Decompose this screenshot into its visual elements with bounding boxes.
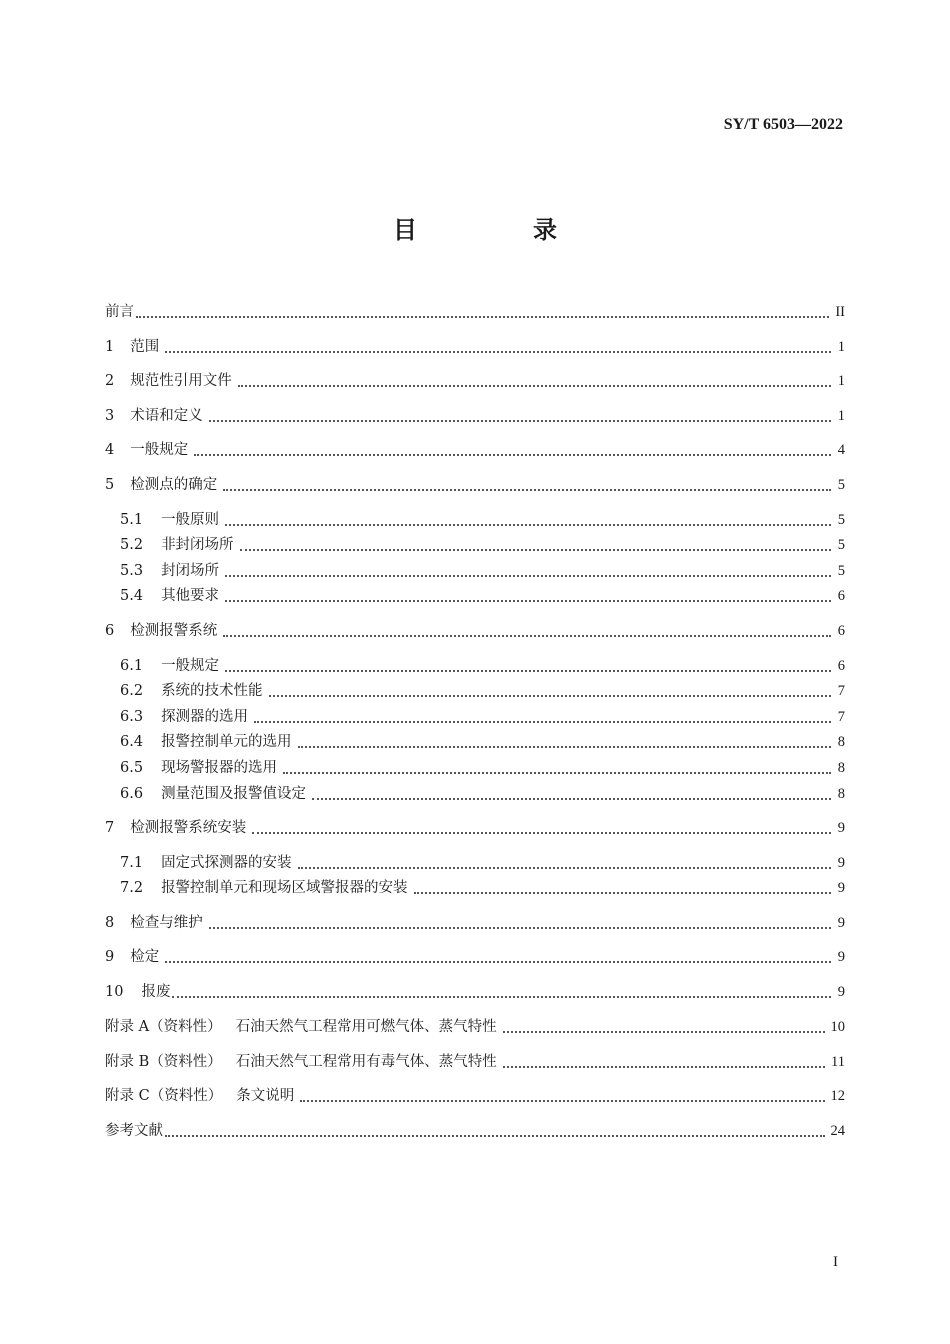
toc-entry-page: 11 xyxy=(831,1054,845,1070)
toc-subentry[interactable] xyxy=(120,756,845,780)
toc-entry-number: 8 xyxy=(105,915,115,931)
toc-entry-number: 6 xyxy=(105,623,115,639)
toc-entry-number: 6.1 xyxy=(120,658,144,674)
leader-dots xyxy=(238,384,831,387)
leader-dots xyxy=(414,891,831,894)
toc-entry-page: 5 xyxy=(837,537,845,553)
leader-dots xyxy=(223,488,831,491)
leader-dots xyxy=(225,574,831,577)
leader-dots xyxy=(223,634,831,637)
toc-entry-page: 6 xyxy=(837,658,845,674)
toc-entry-number: 5.1 xyxy=(120,512,144,528)
toc-entry-page: 12 xyxy=(830,1088,845,1104)
toc-entry-page: 9 xyxy=(837,915,845,931)
toc-entry-appendix-c[interactable] xyxy=(105,1084,845,1108)
leader-dots xyxy=(283,771,831,774)
toc-entry-label: 条文说明 xyxy=(236,1088,295,1104)
toc-entry-label: 术语和定义 xyxy=(130,408,203,424)
toc-entry-page: 8 xyxy=(837,760,845,776)
leader-dots xyxy=(225,523,831,526)
toc-subentry[interactable] xyxy=(120,705,845,729)
toc-entry-references[interactable] xyxy=(105,1119,845,1143)
toc-entry-number: 5.3 xyxy=(120,563,144,579)
toc-entry-label: 测量范围及报警值设定 xyxy=(161,786,307,802)
toc-entry-number: 6.4 xyxy=(120,734,144,750)
toc-entry-label: 一般原则 xyxy=(161,512,220,528)
leader-dots xyxy=(194,453,831,456)
toc-entry-page: 7 xyxy=(837,683,845,699)
toc-entry-number: 7.1 xyxy=(120,855,144,871)
standard-code: SY/T 6503—2022 xyxy=(723,116,843,133)
toc-entry-label: 检定 xyxy=(130,949,160,965)
toc-entry[interactable] xyxy=(105,438,845,462)
toc-entry-page: 8 xyxy=(837,734,845,750)
leader-dots xyxy=(209,419,831,422)
leader-dots xyxy=(165,1134,825,1137)
toc-entry[interactable] xyxy=(105,473,845,497)
toc-entry-label: 检测报警系统 xyxy=(130,623,218,639)
leader-dots xyxy=(225,669,831,672)
toc-entry-page: 24 xyxy=(830,1123,845,1139)
leader-dots xyxy=(503,1030,825,1033)
toc-entry-page: 1 xyxy=(837,339,845,355)
toc-entry-number: 附录 B（资料性） xyxy=(105,1054,222,1070)
toc-entry-number: 4 xyxy=(105,442,115,458)
toc-entry-page: 4 xyxy=(837,442,845,458)
toc-entry-page: 6 xyxy=(837,623,845,639)
toc-entry[interactable] xyxy=(105,980,845,1004)
toc-entry-number: 5.4 xyxy=(120,588,144,604)
leader-dots xyxy=(298,745,831,748)
toc-entry[interactable] xyxy=(105,816,845,840)
toc-entry[interactable] xyxy=(105,619,845,643)
toc-entry-label: 前言 xyxy=(105,304,134,320)
toc-subentry[interactable] xyxy=(120,851,845,875)
toc-entry-label: 封闭场所 xyxy=(161,563,220,579)
toc-subentry[interactable] xyxy=(120,876,845,900)
leader-dots xyxy=(165,960,831,963)
toc-entry-number: 3 xyxy=(105,408,115,424)
leader-dots xyxy=(298,866,831,869)
toc-entry-preface[interactable] xyxy=(105,300,845,324)
toc-subentry[interactable] xyxy=(120,508,845,532)
leader-dots xyxy=(209,926,831,929)
toc-entry[interactable] xyxy=(105,945,845,969)
leader-dots xyxy=(136,315,829,318)
toc-subentry[interactable] xyxy=(120,533,845,557)
toc-entry-page: 1 xyxy=(837,408,845,424)
toc-entry-label: 检查与维护 xyxy=(130,915,203,931)
toc-entry-label: 现场警报器的选用 xyxy=(161,760,278,776)
toc-entry-label: 检测报警系统安装 xyxy=(130,820,247,836)
leader-dots xyxy=(312,797,831,800)
toc-entry-page: II xyxy=(835,304,845,320)
toc-entry-number: 5.2 xyxy=(120,537,144,553)
toc-subentry[interactable] xyxy=(120,730,845,754)
toc-entry-number: 6.6 xyxy=(120,786,144,802)
toc-entry-page: 5 xyxy=(837,512,845,528)
toc-entry-page: 6 xyxy=(837,588,845,604)
toc-entry-number: 9 xyxy=(105,949,115,965)
toc-entry-label: 检测点的确定 xyxy=(130,477,218,493)
toc-entry[interactable] xyxy=(105,404,845,428)
toc-entry-label: 报废 xyxy=(141,984,171,1000)
toc-entry-number: 6.3 xyxy=(120,709,144,725)
leader-dots xyxy=(172,995,831,998)
toc-entry-number: 2 xyxy=(105,373,115,389)
leader-dots xyxy=(254,720,831,723)
toc-entry-page: 5 xyxy=(837,563,845,579)
toc-entry-page: 9 xyxy=(837,984,845,1000)
toc-entry-page: 7 xyxy=(837,709,845,725)
leader-dots xyxy=(269,694,831,697)
toc-subentry[interactable] xyxy=(120,559,845,583)
toc-entry-label: 一般规定 xyxy=(161,658,220,674)
leader-dots xyxy=(240,548,831,551)
toc-entry-page: 9 xyxy=(837,880,845,896)
toc-entry-label: 报警控制单元的选用 xyxy=(161,734,292,750)
toc-entry-label: 探测器的选用 xyxy=(161,709,249,725)
toc-entry-label: 参考文献 xyxy=(105,1123,163,1139)
toc-entry-page: 9 xyxy=(837,855,845,871)
toc-entry-number: 附录 A（资料性） xyxy=(105,1019,222,1035)
toc-entry-label: 规范性引用文件 xyxy=(130,373,232,389)
toc-entry-page: 9 xyxy=(837,820,845,836)
toc-entry[interactable] xyxy=(105,369,845,393)
toc-entry-number: 6.2 xyxy=(120,683,144,699)
toc-entry-number: 5 xyxy=(105,477,115,493)
toc-entry-label: 一般规定 xyxy=(130,442,189,458)
toc-entry-number: 10 xyxy=(105,984,124,1000)
leader-dots xyxy=(300,1099,824,1102)
toc-entry-number: 附录 C（资料性） xyxy=(105,1088,223,1104)
toc-entry[interactable] xyxy=(105,335,845,359)
toc-entry-label: 其他要求 xyxy=(161,588,220,604)
toc-entry-number: 6.5 xyxy=(120,760,144,776)
toc-entry-page: 8 xyxy=(837,786,845,802)
toc-entry-label: 系统的技术性能 xyxy=(161,683,263,699)
toc-entry-label: 范围 xyxy=(130,339,160,355)
toc-subentry[interactable] xyxy=(120,654,845,678)
leader-dots xyxy=(252,831,831,834)
toc-entry-label: 固定式探测器的安装 xyxy=(161,855,292,871)
page-title: 目 录 xyxy=(393,216,603,244)
toc-entry-label: 石油天然气工程常用有毒气体、蒸气特性 xyxy=(235,1054,497,1070)
page-number: I xyxy=(833,1254,838,1270)
toc-entry[interactable] xyxy=(105,911,845,935)
toc-entry-number: 7 xyxy=(105,820,115,836)
toc-entry-appendix-a[interactable] xyxy=(105,1015,845,1039)
toc-subentry[interactable] xyxy=(120,782,845,806)
toc-entry-number: 7.2 xyxy=(120,880,144,896)
toc-entry-appendix-b[interactable] xyxy=(105,1050,845,1074)
leader-dots xyxy=(503,1065,825,1068)
toc-entry-page: 9 xyxy=(837,949,845,965)
leader-dots xyxy=(165,350,831,353)
leader-dots xyxy=(225,599,831,602)
toc-subentry[interactable] xyxy=(120,584,845,608)
toc-entry-page: 5 xyxy=(837,477,845,493)
toc-entry-page: 10 xyxy=(830,1019,845,1035)
toc-entry-label: 石油天然气工程常用可燃气体、蒸气特性 xyxy=(235,1019,497,1035)
toc-entry-page: 1 xyxy=(837,373,845,389)
toc-entry-label: 报警控制单元和现场区域警报器的安装 xyxy=(161,880,408,896)
toc-subentry[interactable] xyxy=(120,679,845,703)
toc-entry-label: 非封闭场所 xyxy=(161,537,234,553)
toc-entry-number: 1 xyxy=(105,339,115,355)
